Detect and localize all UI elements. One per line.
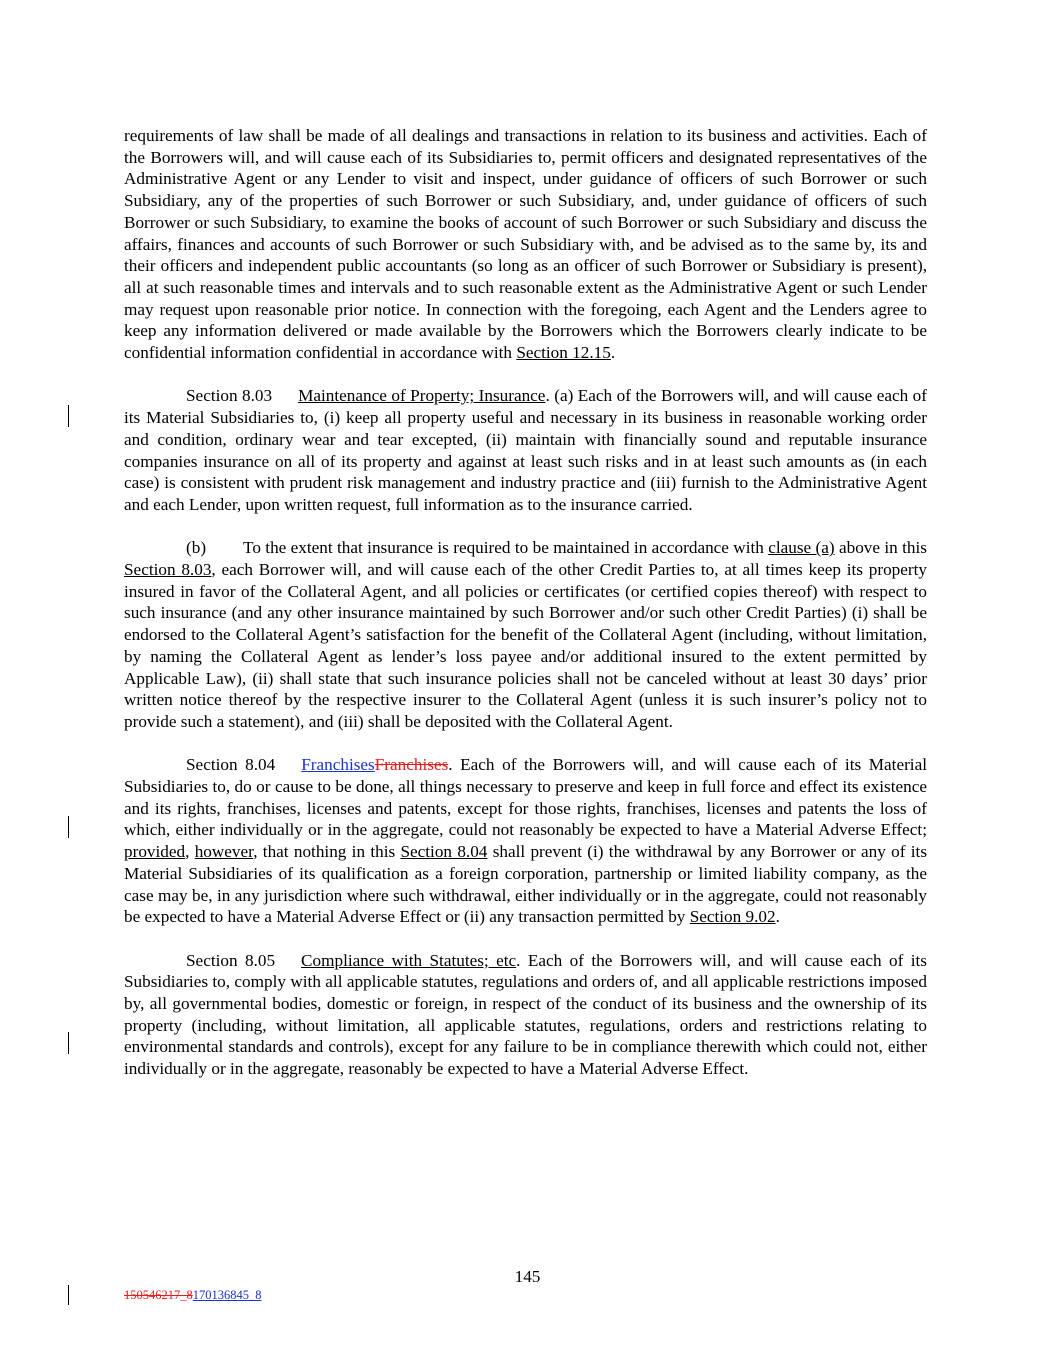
clause-label: (b): [186, 538, 207, 558]
deleted-doc-id: 150546217_8: [124, 1288, 193, 1302]
section-8-04: Section 8.04 FranchisesFranchises. Each of the Borrowers will, and will cause each of its Material Subsidiaries to, do or cause to be done, all things necessary to preserve and keep in full force and effect its existence and its rights, franchises, licenses and patents, except for those rights, franchises, licenses and patents the loss of which, either individually or in the aggregate, could not reasonably be expected to have a Material Adverse Effect; provided, however, that nothing in this Section 8.04 shall prevent (i) the withdrawal by any Borrower or any of its Material Subsidiaries of its qualification as a foreign corporation, partnership or limited liability company, as the case may be, in any jurisdiction where such withdrawal, either individually or in the aggregate, could not reasonably be expected to have a Material Adverse Effect or (ii) any transaction permitted by Section 9.02.: [124, 755, 928, 927]
provided-term: provided: [124, 842, 186, 862]
section-label: Section 8.05: [186, 950, 276, 970]
section-title: Maintenance of Property; Insurance: [298, 386, 546, 406]
inserted-title: Franchises: [301, 755, 375, 775]
section-reference: Section 12.15: [516, 343, 611, 363]
change-bar: [68, 405, 69, 427]
change-bar: [68, 1032, 69, 1054]
section-label: Section 8.03: [186, 386, 273, 406]
section-reference: Section 8.04: [400, 842, 488, 862]
however-term: however: [194, 842, 254, 862]
page-number: 145: [514, 1267, 541, 1286]
paragraph-continuation: requirements of law shall be made of all dealings and transactions in relation to its business and activities. Each of the Borrowers will, and will cause each of its Subsidiaries to, permit officers and designated representatives of the Administrative Agent or any Lender to visit and inspect, under guidance of officers of such Borrower or such Subsidiary, any of the properties of such Borrower or such Subsidiary, and, under guidance of officers of such Borrower or such Subsidiary, to examine the books of account of such Borrower or such Subsidiary and discuss the affairs, finances and accounts of such Borrower or such Subsidiary with, and be advised as to the same by, its and their officers and independent public accountants (so long as an officer of such Borrower or Subsidiary is present), all at such reasonable times and intervals and to such reasonable extent as the Administrative Agent or such Lender may request upon reasonable prior notice. In connection with the foregoing, each Agent and the Lenders agree to keep any information delivered or made available by the Borrowers which the Borrowers clearly indicate to be confidential information confidential in accordance with Section 12.15.: [124, 126, 927, 363]
deleted-title: Franchises: [374, 755, 449, 775]
change-bar: [68, 1285, 69, 1305]
inserted-doc-id: 170136845_8: [192, 1288, 262, 1302]
section-reference: Section 9.02: [689, 907, 776, 927]
document-body: [124, 125, 927, 1102]
section-title: Compliance with Statutes; etc: [301, 950, 517, 970]
section-8-05: Section 8.05 Compliance with Statutes; etc. Each of the Borrowers will, and will cause each of its Subsidiaries to, comply with all applicable statutes, regulations and orders of, and all applicable restrictions imposed by, all governmental bodies, domestic or foreign, in respect of the conduct of its business and the ownership of its property (including, without limitation, all applicable statutes, regulations, orders and restrictions relating to environmental standards and controls), except for any failure to be in compliance therewith which could not, either individually or in the aggregate, reasonably be expected to have a Material Adverse Effect.: [124, 950, 927, 1079]
section-8-03: Section 8.03 Maintenance of Property; Insurance. (a) Each of the Borrowers will, and will cause each of its Material Subsidiaries to, (i) keep all property useful and necessary in its business in reasonable working order and condition, ordinary wear and tear excepted, (ii) maintain with financially sound and reputable insurance companies insurance on all of its property and against at least such risks and in at least such amounts as (in each case) is consistent with prudent risk management and industry practice and (iii) furnish to the Administrative Agent and each Lender, upon written request, full information as to the insurance carried.: [124, 386, 927, 514]
change-bar: [68, 816, 69, 838]
section-reference: Section 8.03: [124, 560, 212, 580]
section-label: Section 8.04: [186, 755, 276, 775]
section-8-03-b: (b) To the extent that insurance is required to be maintained in accordance with clause (a) above in this Section 8.03, each Borrower will, and will cause each of the other Credit Parties to, at all times keep its property insured in favor of the Collateral Agent, and all policies or certificates (or certified copies thereof) with respect to such insurance (and any other insurance maintained by such Borrower and/or such other Credit Parties) (i) shall be endorsed to the Collateral Agent’s satisfaction for the benefit of the Collateral Agent (including, without limitation, by naming the Collateral Agent as lender’s loss payee and/or additional insured to the extent permitted by Applicable Law), (ii) shall state that such insurance policies shall not be canceled without at least 30 days’ prior written notice thereof by the respective insurer to the Collateral Agent (unless it is such insurer’s policy not to provide such a statement), and (iii) shall be deposited with the Collateral Agent.: [124, 538, 927, 731]
clause-reference: clause (a): [768, 538, 835, 558]
document-id: [124, 1288, 262, 1303]
